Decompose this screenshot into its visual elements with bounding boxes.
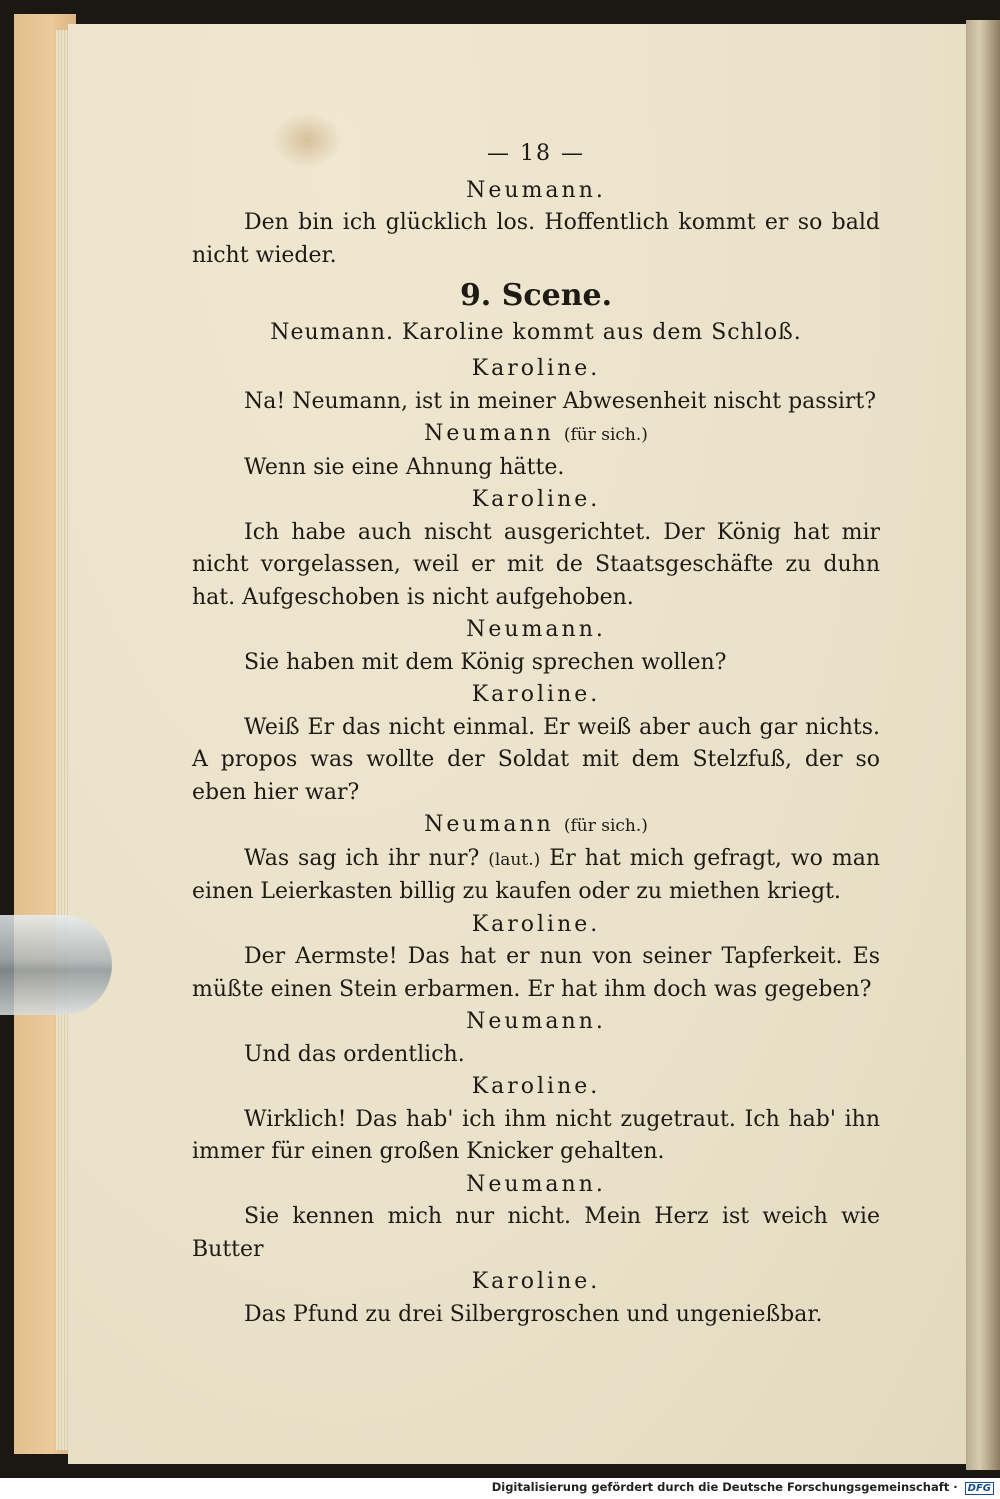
speaker-label: Karoline.: [471, 911, 601, 937]
speaker-label: Karoline.: [471, 487, 601, 512]
scene-heading: 9. Scene.: [459, 278, 613, 313]
speaker-label: Neumann.: [466, 617, 606, 642]
dialogue-text: Sie haben mit dem König sprechen wollen?: [244, 649, 727, 675]
page-text: [192, 138, 880, 1331]
speaker-name: [192, 679, 880, 712]
dialogue-line: [192, 712, 880, 810]
dialogue-text: Er hat mich gefragt, wo man einen Leierkasten billig zu kaufen oder zu miethen kriegt.: [192, 845, 881, 904]
dialogue-line: [192, 843, 880, 909]
speaker-name: [192, 1006, 880, 1039]
stage-aside: (für sich.): [563, 816, 648, 836]
speaker-label: Karoline.: [471, 682, 601, 707]
dialogue-line: [192, 1104, 880, 1169]
speaker-label: Neumann.: [466, 177, 606, 203]
dialogue-text: Wenn sie eine Ahnung hätte.: [244, 454, 565, 480]
dialogue-text: Weiß Er das nicht einmal. Er weiß aber auch gar nichts. A propos was wollte der Soldat mit dem Stelzfuß, der so eben hier war?: [192, 714, 880, 805]
speaker-label: Neumann.: [466, 1009, 606, 1034]
page-clip: [0, 915, 112, 1015]
facing-page-edge: [966, 20, 1000, 1470]
speaker-label: Neumann: [424, 812, 554, 837]
stage-aside: (für sich.): [563, 425, 648, 445]
speaker-name: [192, 1071, 880, 1104]
dialogue-text: Na! Neumann, ist in meiner Abwesenheit nischt passirt?: [244, 388, 877, 414]
speaker-name: [192, 175, 880, 208]
speaker-name: [192, 809, 880, 843]
dialogue-line: [192, 452, 880, 485]
dialogue-line: [192, 1039, 880, 1072]
speaker-label: Neumann.: [466, 1171, 606, 1197]
speaker-name: [192, 1266, 880, 1299]
speaker-name: [192, 484, 880, 517]
speaker-name: [192, 1169, 880, 1202]
speaker-label: Karoline.: [471, 1074, 601, 1099]
speaker-name: [192, 353, 880, 386]
dialogue-text: Und das ordentlich.: [244, 1041, 465, 1067]
dfg-logo: DFG: [965, 1482, 994, 1495]
dialogue-text: Den bin ich glücklich los. Hoffentlich kommt er so bald nicht wieder.: [192, 210, 880, 268]
speaker-name: [192, 614, 880, 647]
dialogue-text: Sie kennen mich nur nicht. Mein Herz ist weich wie Butter: [192, 1204, 880, 1262]
dialogue-line: [192, 207, 880, 272]
dialogue-line: [192, 1201, 880, 1266]
page-number: — 18 —: [487, 141, 585, 166]
stage-direction: Neumann. Karoline kommt aus dem Schloß.: [270, 319, 802, 345]
dialogue-line: [192, 517, 880, 615]
speaker-label: Neumann: [424, 421, 554, 446]
dialogue-line: [192, 386, 880, 419]
speaker-label: Karoline.: [471, 356, 601, 381]
dialogue-text: Das Pfund zu drei Silbergroschen und ungenießbar.: [244, 1301, 823, 1327]
dialogue-line: [192, 941, 880, 1006]
footer-text: Digitalisierung gefördert durch die Deutsche Forschungsgemeinschaft ·: [491, 1480, 958, 1494]
dialogue-text: Wirklich! Das hab' ich ihm nicht zugetraut. Ich hab' ihn immer für einen großen Knicker gehalten.: [192, 1106, 880, 1164]
dialogue-line: [192, 1299, 880, 1332]
dialogue-text: Der Aermste! Das hat er nun von seiner Tapferkeit. Es müßte einen Stein erbarmen. Er hat ihm doch was gegeben?: [192, 944, 880, 1002]
funding-footer: [0, 1480, 994, 1499]
speaker-name: [192, 909, 880, 942]
speaker-name: [192, 418, 880, 452]
script-blocks: [192, 175, 880, 1332]
stage-aside: (laut.): [488, 849, 541, 870]
dialogue-text: Was sag ich ihr nur?: [244, 845, 480, 871]
dialogue-text: Ich habe auch nischt ausgerichtet. Der König hat mir nicht vorgelassen, weil er mit de Staatsgeschäfte zu duhn hat. Aufgeschoben is nicht aufgehoben.: [192, 519, 880, 610]
dialogue-line: [192, 647, 880, 680]
speaker-label: Karoline.: [471, 1269, 601, 1294]
